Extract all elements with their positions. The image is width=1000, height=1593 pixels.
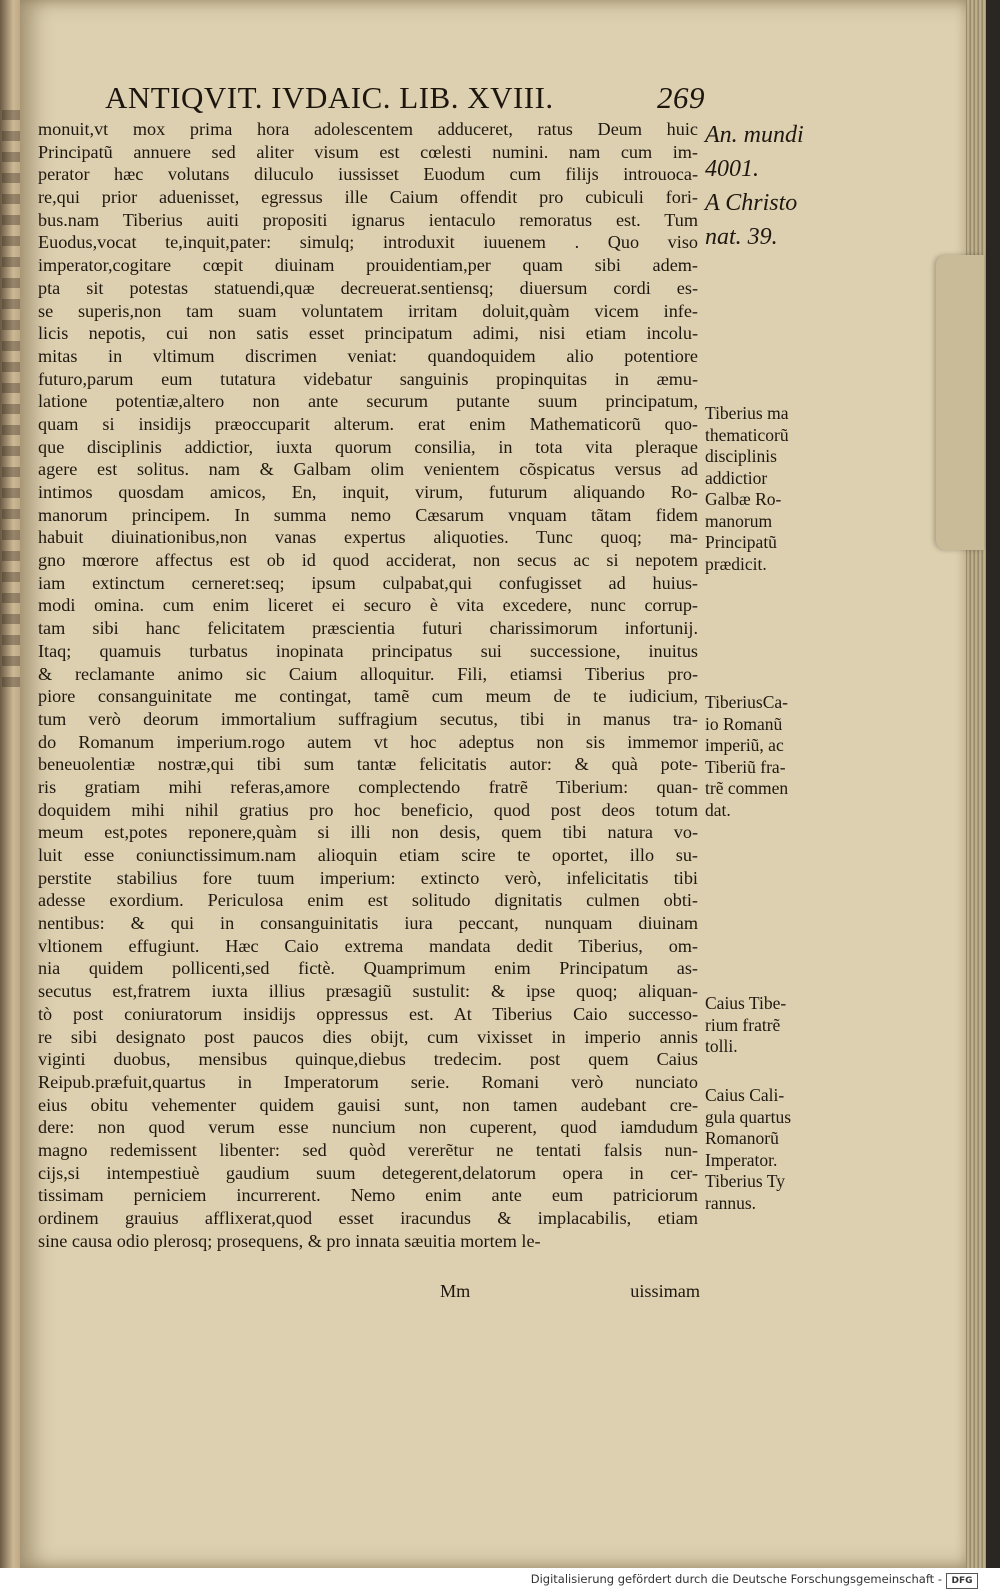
text-line: se superis,non tam suam voluntatem irritam doluit,quàm vicem infe-	[38, 300, 698, 321]
text-line: re sibi designato post paucos dies obijt, cum vixisset in imperio annis	[38, 1026, 698, 1047]
text-line: magno redemissent libenter: sed quòd vererẽtur ne tentati falsis nun-	[38, 1139, 698, 1160]
margin-note-imperium	[705, 692, 825, 821]
margin-note-line: Tiberius ma	[705, 403, 789, 423]
text-line: viginti duobus, mensibus quinque,diebus tredecim. post quem Caius	[38, 1049, 698, 1070]
text-line: beneuolentiæ nostræ,qui tibi sum tantæ felicitatis autor: & quà pote-	[38, 754, 698, 775]
text-line: latione potentiæ,altero non ante securum putante suum principatum,	[38, 391, 698, 412]
text-line: monuit,vt mox prima hora adolescentem adduceret, ratus Deum huic	[38, 119, 698, 139]
margin-note-caligula	[705, 1085, 825, 1214]
text-line: tissimam perniciem incurrerent. Nemo enim ante eum patriciorum	[38, 1185, 698, 1206]
page-fold-tab	[936, 255, 984, 550]
margin-note-line: addictior	[705, 467, 768, 488]
text-line: imperator,cogitare cœpit diuinam prouidentiam,per quam sibi adem-	[38, 255, 698, 276]
margin-note-line: io Romanũ	[705, 713, 783, 734]
margin-note-line: dat.	[705, 799, 731, 820]
text-line: ris gratiam mihi referas,amore complectendo fratrẽ Tiberium: quan-	[38, 776, 698, 797]
footer-funding-text: Digitalisierung gefördert durch die Deutsche Forschungsgemeinschaft -	[530, 1572, 942, 1586]
margin-note-line: disciplinis	[705, 446, 777, 466]
margin-note-line: gula quartus	[705, 1106, 792, 1127]
signature-mark: Mm	[440, 1281, 471, 1301]
catchword: uissimam	[630, 1281, 700, 1301]
margin-date-line: An. mundi	[705, 122, 804, 148]
text-line: vltionem effugiunt. Hæc Caio extrema mandata dedit Tiberius, om-	[38, 935, 698, 956]
text-line: secutus est,fratrem iuxta illius præsagiũ sustulit: & ipse quoq; aliquan-	[38, 981, 698, 1002]
left-page-edge	[0, 0, 22, 1568]
running-title: ANTIQVIT. IVDAIC. LIB. XVIII.	[105, 80, 554, 115]
margin-note-mathematicorum	[705, 403, 825, 575]
text-line: do Romanum imperium.rogo autem vt hoc adeptus non sis immemor	[38, 731, 698, 752]
text-line: manorum principem. In summa nemo Cæsarum vnquam tãtam fidem	[38, 504, 698, 525]
text-line: luit esse coniunctissimum.nam alioquin etiam scire te oportet, illo su-	[38, 845, 698, 865]
text-line: futuro,parum eum tutatura videbatur sanguinis propinquitas in æmu-	[38, 368, 698, 389]
text-line: cijs,si intempestiuè gaudium suum detegerent,delatorum opera in cer-	[38, 1162, 698, 1183]
margin-date-line: nat. 39.	[705, 224, 778, 250]
text-line: dere: non quod verum esse nuncium non cuperent, quod iamdudum	[38, 1117, 698, 1138]
text-line: eius obitu vehementer quidem gauisi sunt, non tamen audebant cre-	[38, 1094, 698, 1115]
text-line: habuit diuinationibus,non vanas expertus aliquoties. Tunc quoq; ma-	[38, 527, 698, 548]
running-header	[105, 80, 705, 122]
text-line: Itaq; quamuis turbatus inopinata principatus sui successione, inuitus	[38, 640, 698, 661]
text-line: re,qui prior aduenisset, egressus ille Caium offendit pro cubiculi fori-	[38, 187, 698, 208]
text-line: mitas in vltimum discrimen veniat: quandoquidem alio potentiore	[38, 345, 698, 366]
margin-note-line: Romanorũ	[705, 1128, 779, 1148]
text-line: doquidem mihi nihil gratius pro hoc beneficio, quod post deos totum	[38, 799, 698, 820]
text-line: tam sibi hanc felicitatem præscientia futuri charissimorum infortunij.	[38, 618, 698, 639]
margin-note-line: Tiberius Ty	[705, 1171, 785, 1191]
margin-date-note	[705, 118, 825, 254]
margin-note-line: tolli.	[705, 1036, 738, 1056]
text-line: quam si insidijs præoccuparit alterum. erat enim Mathematicorũ quo-	[38, 413, 698, 434]
margin-date-line: A Christo	[705, 190, 798, 216]
margin-note-line: Caius Cali-	[705, 1085, 785, 1105]
text-line: pta sit potestas statuendi,quæ decreuerat.sentiensq; diuersum cordi es-	[38, 277, 698, 298]
margin-note-line: manorum	[705, 510, 773, 531]
text-line: tò post coniuratorum insidijs oppressus est. At Tiberius Caio successo-	[38, 1003, 698, 1024]
text-line: iam extinctum cerneret:seq; ipsum culpabat,qui confugisset ad huius-	[38, 572, 698, 593]
margin-note-line: Galbæ Ro-	[705, 489, 782, 509]
margin-note-line: thematicorũ	[705, 424, 789, 445]
main-text-block	[38, 118, 698, 1252]
margin-note-line: Principatũ	[705, 532, 777, 552]
text-line: que disciplinis addictior, iuxta quorum consilia, in tota vita pleraque	[38, 436, 698, 457]
text-line: modi omina. cum enim liceret ei securo è vita excedere, nunc corrup-	[38, 595, 698, 616]
text-line: gno mœrore affectus est ob id quod acciderat, non secus ac si nepotem	[38, 550, 698, 571]
text-line: ordinem grauius afflixerat,quod esset iracundus & implacabilis, etiam	[38, 1208, 698, 1228]
footer-bar	[0, 1568, 1000, 1593]
text-line: & reclamante animo sic Caium alloquitur. Fili, etiamsi Tiberius pro-	[38, 663, 698, 684]
text-line: perator hæc volutans diluculo iussisset Euodum cum filijs introuoca-	[38, 164, 698, 185]
margin-note-line: TiberiusCa-	[705, 692, 788, 712]
text-line: agere est solitus. nam & Galbam olim venientem cõspicatus versus ad	[38, 459, 698, 480]
text-line: intimos quosdam amicos, En, inquit, virum, futurum aliquando Ro-	[38, 482, 698, 502]
text-line: nentibus: & qui in consanguinitatis iura peccant, nunquam diuinam	[38, 913, 698, 934]
text-line: perstite stabilius fore tuum imperium: extincto verò, infelicitatis tibi	[38, 867, 698, 888]
margin-date-line: 4001.	[705, 156, 759, 182]
text-line: licis nepotis, cui non satis esset principatum adimi, nisi etiam incolu-	[38, 323, 698, 344]
page-stack-edge	[966, 0, 986, 1568]
signature-line	[440, 1281, 700, 1307]
margin-note-line: trẽ commen	[705, 778, 789, 798]
margin-note-caius-tollit	[705, 993, 825, 1058]
page-number: 269	[657, 80, 705, 115]
margin-note-line: rannus.	[705, 1192, 757, 1213]
text-line: Reipub.præfuit,quartus in Imperatorum serie. Romani verò nunciato	[38, 1071, 698, 1092]
left-page-text-fragments	[2, 110, 20, 690]
text-line: nia quidem pollicenti,sed fictè. Quamprimum enim Principatum as-	[38, 958, 698, 979]
text-line: adesse exordium. Periculosa enim est solitudo dignitatis culmen obti-	[38, 890, 698, 911]
margin-note-line: Caius Tibe-	[705, 993, 787, 1013]
text-line: sine causa odio plerosq; prosequens, & pro innata sæuitia mortem le-	[38, 1230, 541, 1251]
text-line: bus.nam Tiberius auiti propositi ignarus ientaculo remoratus est. Tum	[38, 209, 698, 230]
dfg-logo[interactable]: DFG	[946, 1573, 978, 1589]
text-line: piore consanguinitate me contingat, tamẽ cum meum de te iudicium,	[38, 686, 698, 707]
margin-note-line: rium fratrẽ	[705, 1014, 781, 1035]
margin-note-line: imperiũ, ac	[705, 735, 784, 755]
margin-note-line: prædicit.	[705, 553, 767, 574]
text-line: meum est,potes reponere,quàm si illi non desis, quem tibi natura vo-	[38, 822, 698, 843]
text-line: Principatũ annuere sed aliter visum est cœlesti numini. nam cum im-	[38, 141, 698, 162]
text-line: tum verò deorum immortalium suffragium secutus, tibi in manus tra-	[38, 708, 698, 729]
margin-note-line: Imperator.	[705, 1149, 778, 1170]
text-line: Euodus,vocat te,inquit,pater: simulq; introduxit iuuenem . Quo viso	[38, 232, 698, 253]
margin-note-line: Tiberiũ fra-	[705, 756, 786, 777]
